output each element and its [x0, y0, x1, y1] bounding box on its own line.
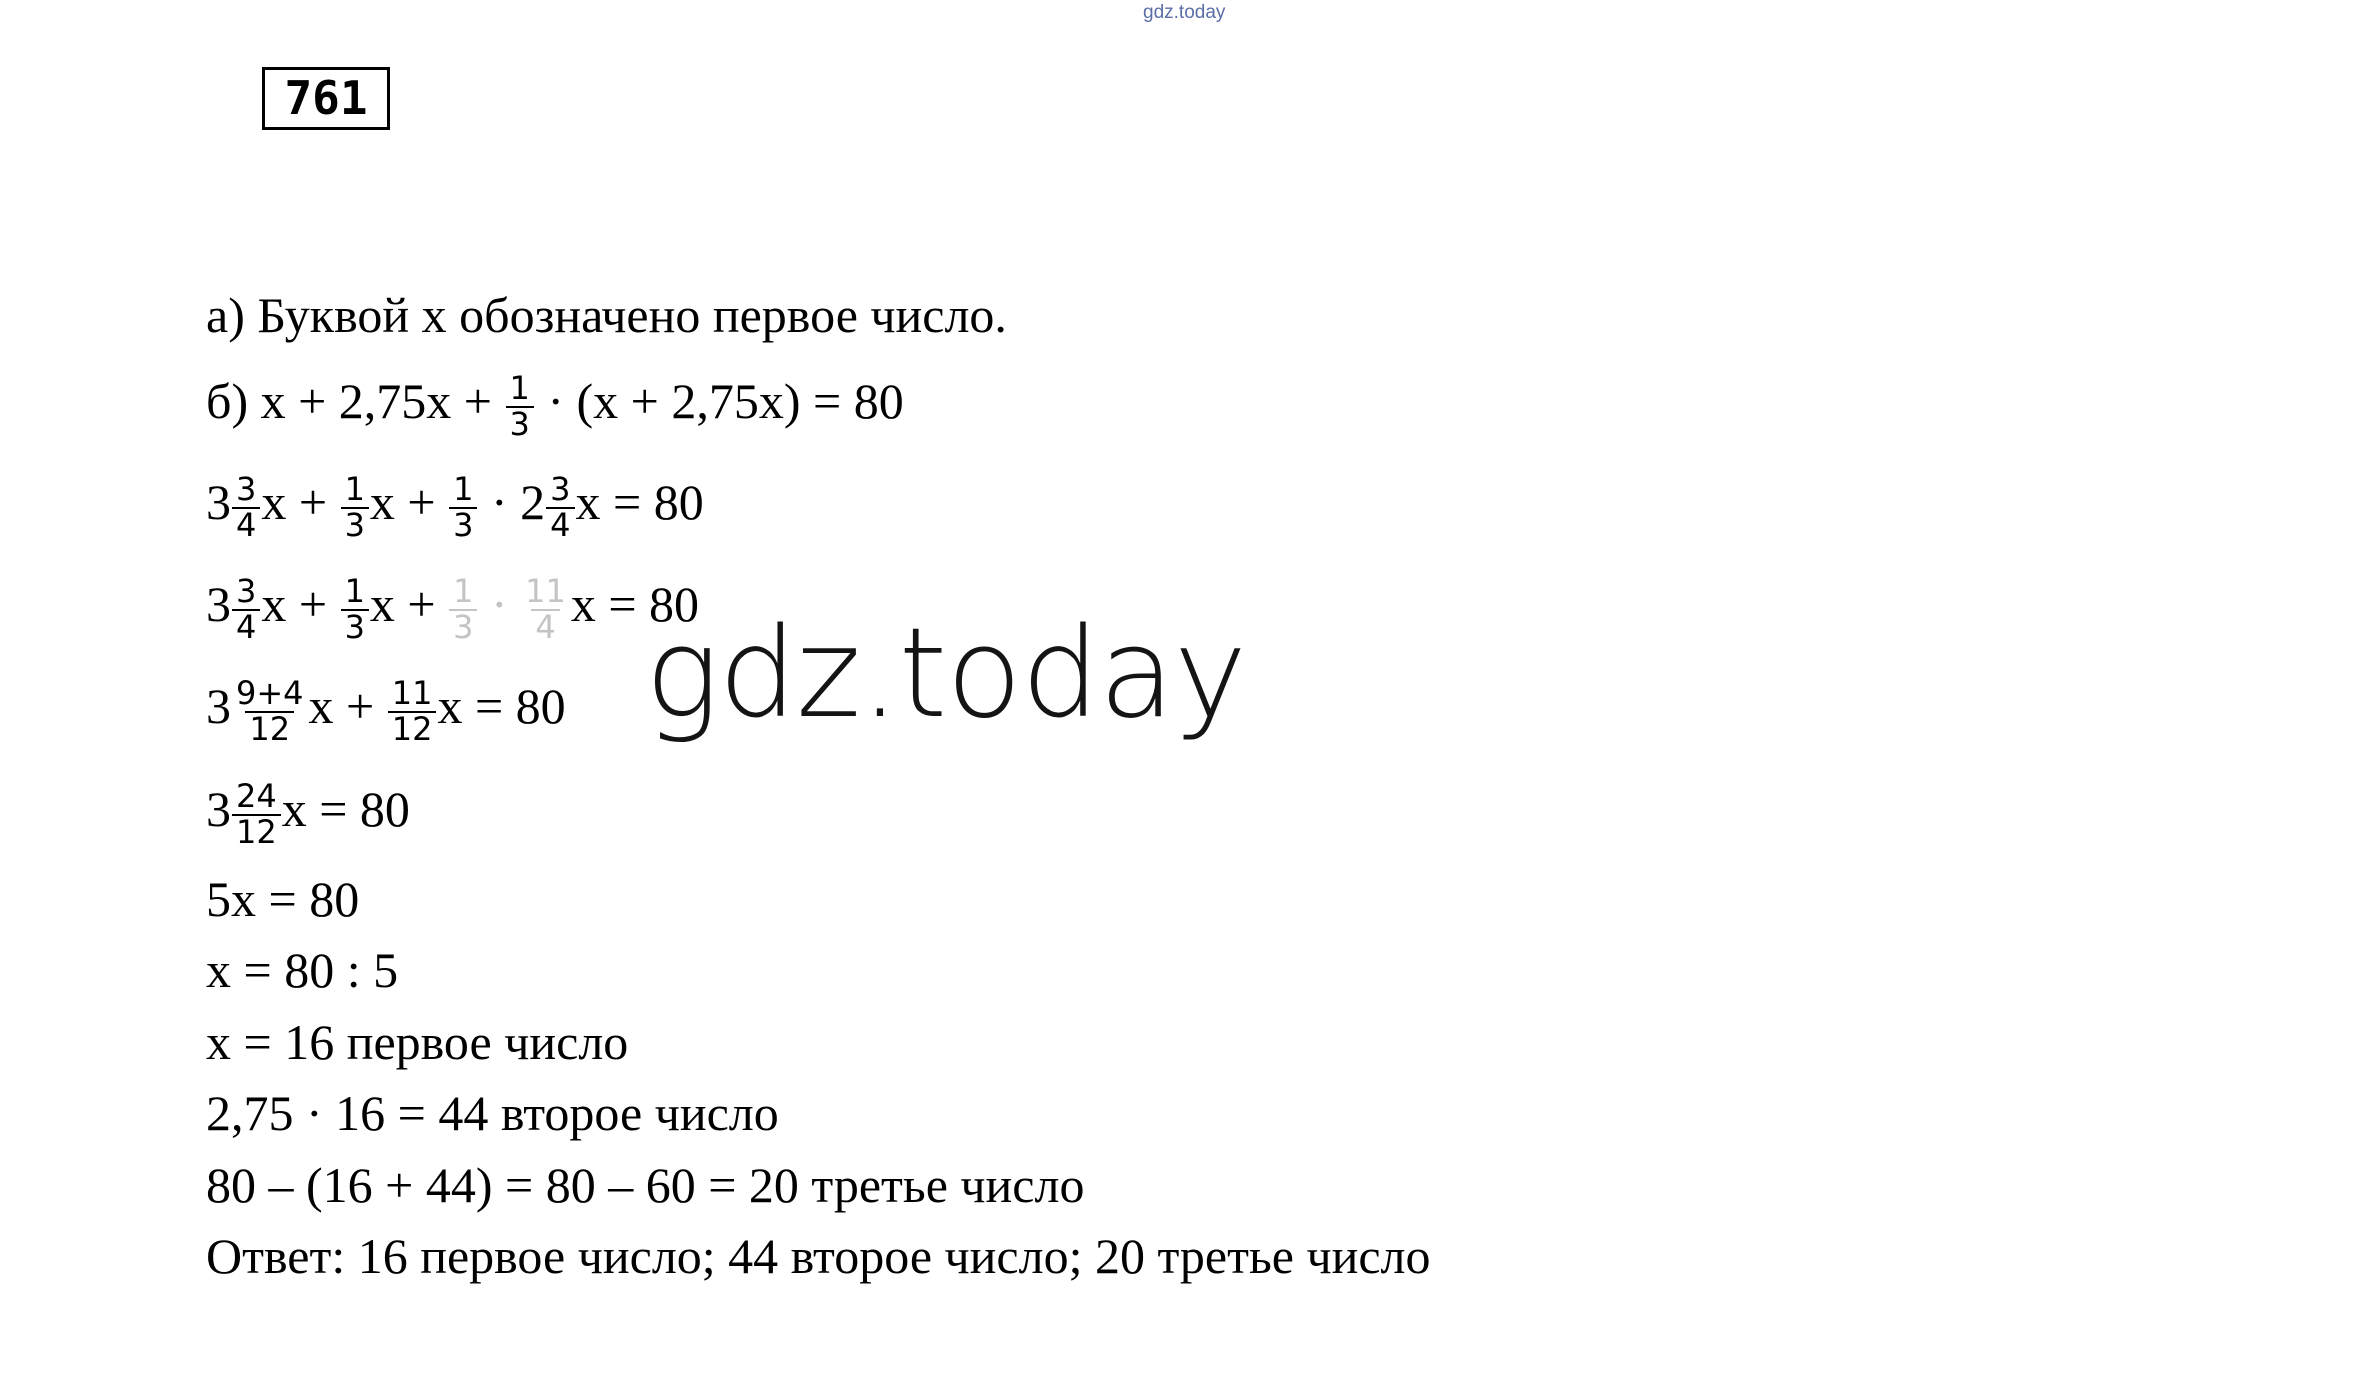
frac-numerator: 11 [525, 572, 566, 610]
frac-numerator: 1 [453, 572, 474, 610]
frac-numerator: 1 [453, 470, 474, 508]
equation-1 [206, 369, 904, 443]
fraction [341, 470, 369, 544]
watermark-large: gdz.today [645, 602, 1247, 746]
eq1-tail: · (х + 2,75х) = 80 [534, 373, 904, 430]
frac-numerator: 3 [550, 470, 571, 508]
term: х + [261, 474, 340, 531]
term: · [478, 576, 521, 633]
equation-4 [206, 674, 566, 748]
fraction [232, 470, 260, 544]
frac-denominator: 4 [232, 609, 260, 645]
frac-denominator: 4 [531, 609, 559, 645]
frac-numerator: 24 [236, 777, 277, 815]
whole-part: 3 [206, 474, 231, 531]
frac-denominator: 3 [506, 406, 534, 442]
equation-7: х = 80 : 5 [206, 942, 399, 998]
frac-numerator: 3 [236, 470, 257, 508]
frac-denominator: 12 [232, 814, 281, 850]
fraction [388, 674, 437, 748]
frac-numerator: 11 [391, 674, 433, 712]
problem-number: 761 [262, 67, 390, 130]
frac-numerator: 1 [344, 572, 365, 610]
fraction [521, 572, 570, 646]
equation-3 [206, 572, 700, 646]
fraction [232, 777, 281, 851]
frac-denominator: 4 [546, 507, 574, 543]
answer-line: Ответ: 16 первое число; 44 второе число; 20 третье число [206, 1228, 1431, 1284]
fraction [546, 470, 574, 544]
term: х = 80 [570, 576, 700, 633]
frac-denominator: 12 [245, 711, 294, 747]
whole-part: 3 [206, 781, 231, 838]
fraction [232, 572, 260, 646]
fraction [341, 572, 369, 646]
frac-denominator: 3 [449, 609, 477, 645]
whole-part: 3 [206, 678, 231, 735]
term: х + [369, 474, 449, 531]
term: · 2 [478, 474, 546, 531]
term: х = 80 [575, 474, 704, 531]
frac-denominator: 3 [341, 609, 369, 645]
watermark-small: gdz.today [1143, 2, 1226, 23]
term: х + [261, 576, 340, 633]
term: х + [369, 576, 449, 633]
equation-8: х = 16 первое число [206, 1014, 629, 1070]
equation-6: 5х = 80 [206, 871, 360, 927]
term: х + [308, 678, 387, 735]
frac-numerator: 3 [236, 572, 257, 610]
equation-2 [206, 470, 704, 544]
term: х = 80 [281, 781, 410, 838]
equation-9: 2,75 · 16 = 44 второе число [206, 1085, 779, 1141]
equation-5 [206, 777, 410, 851]
frac-denominator: 3 [449, 507, 477, 543]
fraction [449, 470, 477, 544]
frac-numerator: 1 [509, 369, 530, 407]
fraction [449, 572, 477, 646]
part-a-text: а) Буквой х обозначено первое число. [206, 287, 1007, 343]
frac-denominator: 12 [388, 711, 437, 747]
frac-denominator: 3 [341, 507, 369, 543]
equation-10: 80 – (16 + 44) = 80 – 60 = 20 третье число [206, 1157, 1085, 1213]
whole-part: 3 [206, 576, 231, 633]
frac-denominator: 4 [232, 507, 260, 543]
faded-segment [448, 572, 571, 646]
term: х = 80 [437, 678, 566, 735]
eq1-lead: б) х + 2,75х + [206, 373, 505, 430]
frac-numerator: 1 [344, 470, 365, 508]
frac-numerator: 9+4 [236, 674, 304, 712]
fraction [232, 674, 308, 748]
fraction [506, 369, 534, 443]
